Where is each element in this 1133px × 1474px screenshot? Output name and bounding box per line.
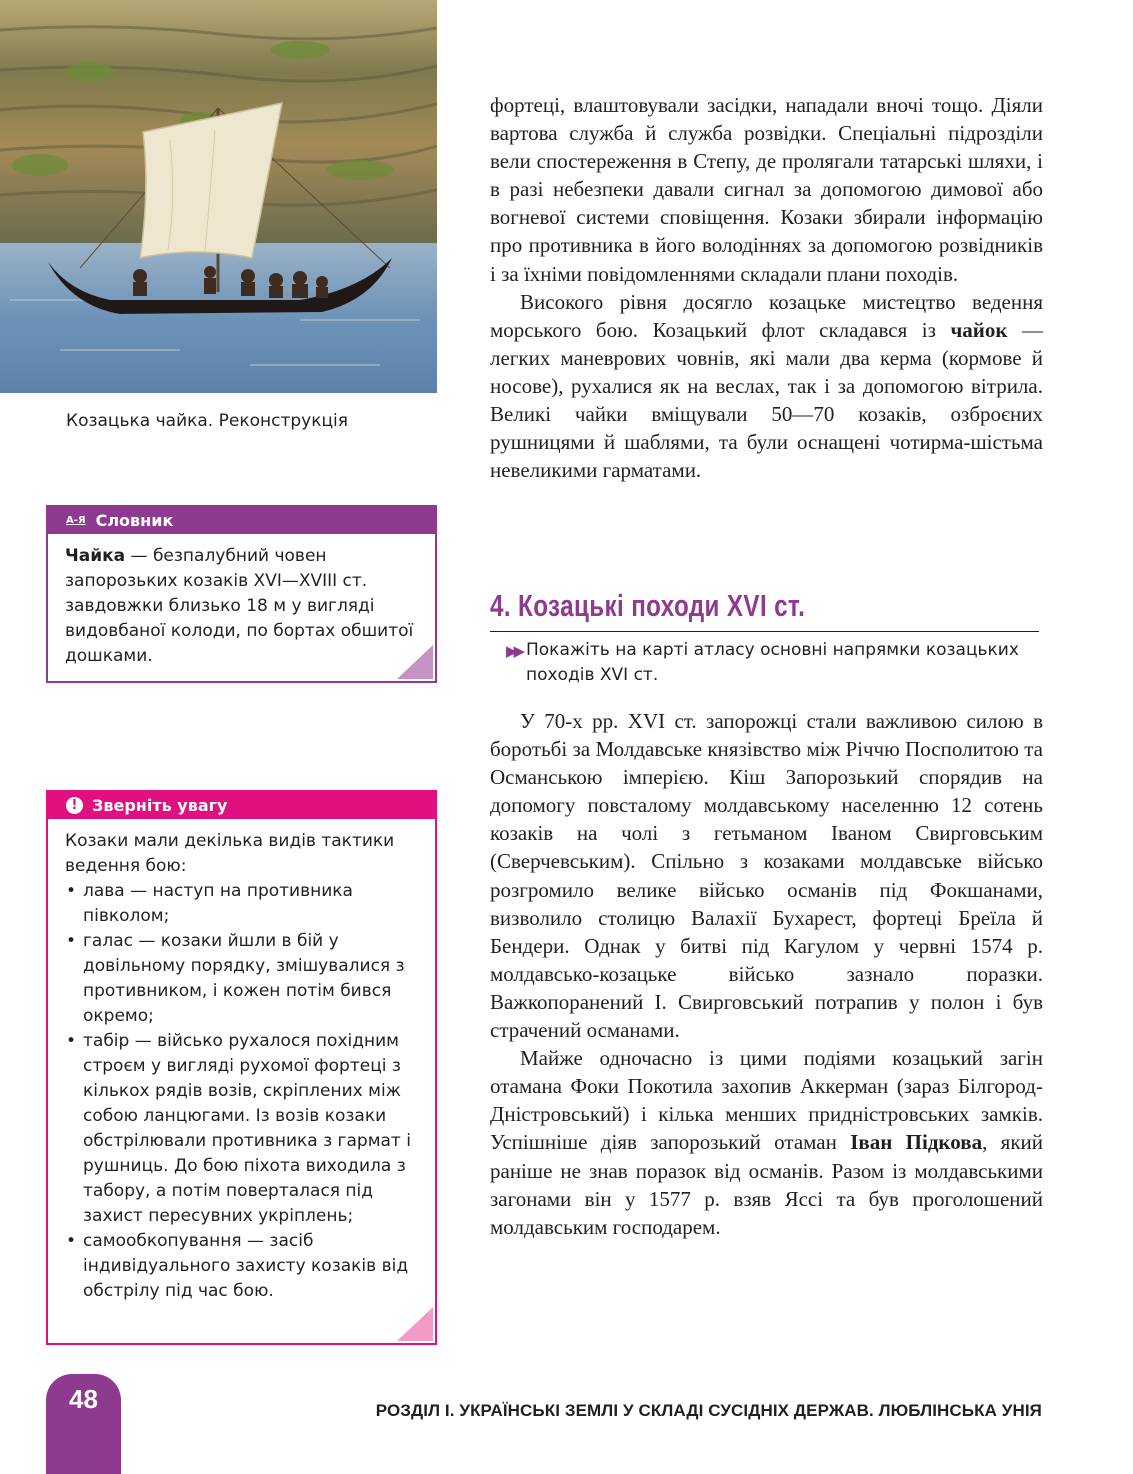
attention-header [48,792,435,819]
task-prompt [506,638,1046,688]
list-item: • галас — козаки йшли в бій у довільному порядку, змішувалися з противником, і кожен потім бився окремо; [65,929,419,1029]
paragraph: Майже одночасно із цими подіями козацький загін отамана Фоки Покотила захопив Аккерман (зараз Білгород-Дністровський) і кілька менших придністровських замків. Успішніше діяв запорозький отаман Іван Підкова, який раніше не знав поразок від османів. Разом із молдавськими загонами він у 1577 р. взяв Яссі та був проголошений молдавським господарем. [490,1046,1043,1239]
corner-triangle-icon [397,1307,433,1341]
corner-triangle-icon [397,645,433,679]
cossack-boat-photo [0,0,437,393]
list-item: • самообкопування — засіб індивідуального захисту козаків від обстрілу під час бою. [65,1229,419,1304]
running-footer: РОЗДІЛ І. УКРАЇНСЬКІ ЗЕМЛІ У СКЛАДІ СУСІДНІХ ДЕРЖАВ. ЛЮБЛІНСЬКА УНІЯ [375,1401,1042,1420]
paragraph: фортеці, влаштовували засідки, нападали вночі тощо. Діяли вартова служба й служба розвідки. Спеціальні підрозділи вели спостереження в Степу, де пролягали татарські шляхи, і в разі небезпеки давали сигнал за допомогою димової або вогневої системи сповіщення. Козаки збирали інформацію про противника в його володіннях за допомогою розвідників і за їхніми повідомленнями складали плани походів. [490,93,1043,286]
paragraph: У 70-х рр. XVI ст. запорожці стали важливою силою в боротьбі за Молдавське князівство між Річчю Посполитою та Османською імперією. Кіш Запорозький спорядив на допомогу повсталому молдавському населенню 12 сотень козаків на чолі з гетьманом Іваном Свирговським (Сверчевським). Спільно з козаками молдавське військо розгромило велике військо османів під Фокшанами, визволило столицю Валахії Бухарест, фортеці Бреїла й Бендери. Однак у битві під Кагулом у червні 1574 р. молдавсько-козацьке військо зазнало поразки. Важкопоранений І. Свирговський потрапив у полон і був страчений османами. [490,709,1043,1043]
paragraph: Високого рівня досягло козацьке мистецтво ведення морського бою. Козацький флот складався із чайок — легких маневрових човнів, які мали два керма (кормове й носове), рухалися як на веслах, так і за допомогою вітрила. Великі чайки вміщували 50—70 козаків, озброєних рушницями й шаблями, та були оснащені чотирма-шістьма невеликими гарматами. [490,289,1044,483]
section-title: 4. Козацькі походи XVI ст. [490,588,806,623]
photo-caption: Козацька чайка. Реконструкція [66,411,348,431]
dictionary-body [48,534,435,681]
divider [490,631,1039,632]
attention-title: Зверніть увагу [92,796,228,815]
tactics-list [65,879,419,1304]
dictionary-term: Чайка [65,546,126,566]
attention-intro: Козаки мали декілька видів тактики ведення бою: [65,831,395,876]
list-item: • лава — наступ на противника півколом; [65,879,419,929]
term-chaiky: чайок [950,317,1008,342]
page-number: 48 [69,1384,98,1414]
term-ivan-pidkova: Іван Підкова [850,1130,983,1155]
attention-body [48,819,435,1316]
dictionary-box [46,505,437,683]
main-text-top [490,91,1043,484]
list-item: • табір — військо рухалося похідним строєм у вигляді рухомої фортеці з кількох рядів возів, скріплених між собою ланцюгами. Із возів козаки обстрілювали противника з гармат і рушниць. До бою піхота виходила з табору, а потім поверталася під захист пересувних укріплень; [65,1029,419,1229]
dictionary-definition: — безпалубний човен запорозьких козаків XVI—XVIII ст. завдовжки близько 18 м у вигляді видовбаної колоди, по бортах обшитої дошками. [65,546,414,666]
double-arrow-icon: ▶▶ [506,642,522,660]
main-text-bottom [490,707,1043,1241]
exclamation-icon: ! [66,797,83,814]
dictionary-title: Словник [95,511,174,530]
dictionary-header [48,507,435,534]
attention-box [46,790,437,1345]
dictionary-icon: А-Я [66,515,86,526]
task-text: Покажіть на карті атласу основні напрямки козацьких походів XVI ст. [526,640,1019,685]
